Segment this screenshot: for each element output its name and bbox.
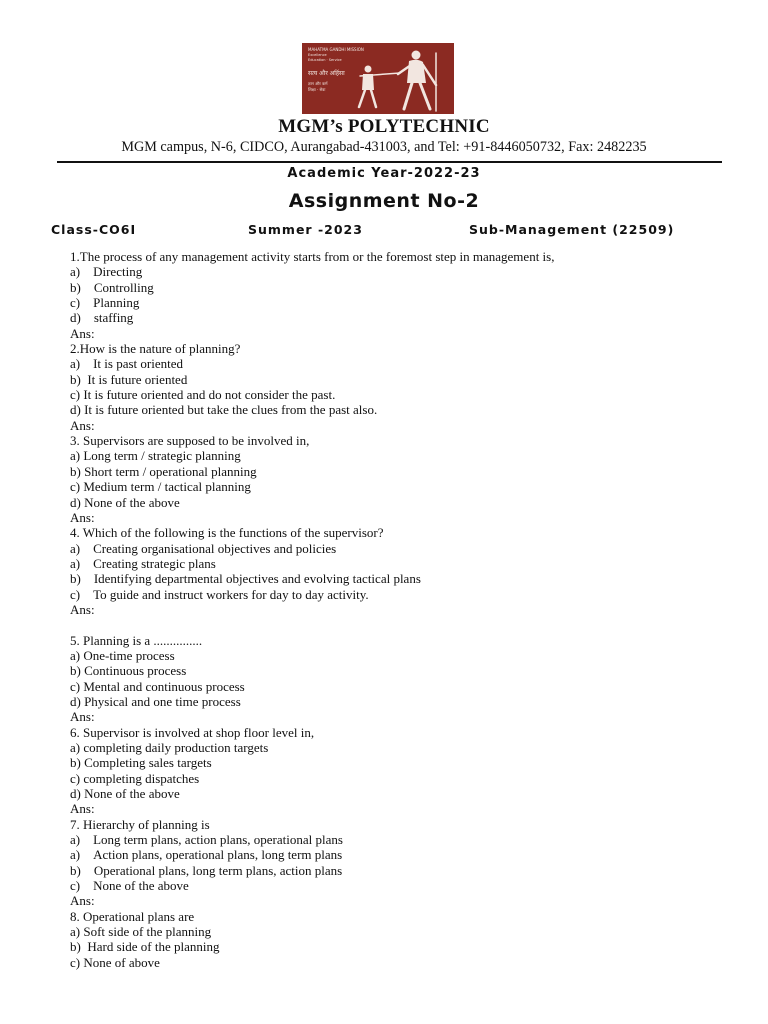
question-line: a) Directing bbox=[70, 264, 143, 280]
question-line: 1.The process of any management activity starts from or the foremost step in management is, bbox=[70, 249, 555, 264]
question-line: c) Planning bbox=[70, 295, 140, 311]
question-line: a) Creating organisational objectives and policies bbox=[70, 540, 337, 556]
question-line: b) Short term / operational planning bbox=[70, 463, 257, 479]
question-line: 8. Operational plans are bbox=[70, 908, 195, 924]
question-line: d) staffing bbox=[70, 310, 134, 326]
question-line: a) completing daily production targets bbox=[70, 740, 269, 755]
question-line: d) It is future oriented but take the clues from the past also. bbox=[70, 402, 378, 418]
mgm-logo bbox=[302, 43, 454, 114]
svg-text:शिक्षा · सेवा: शिक्षा · सेवा bbox=[308, 87, 326, 92]
question-line: a) One-time process bbox=[70, 647, 175, 663]
question-line: b) Controlling bbox=[70, 279, 154, 295]
question-line: d) Physical and one time process bbox=[70, 693, 241, 709]
answer-line: Ans: bbox=[70, 801, 95, 817]
class-label: Class-CO6I bbox=[51, 222, 137, 237]
svg-text:ज्ञान और कर्म: ज्ञान और कर्म bbox=[308, 81, 328, 86]
question-line: a) Soft side of the planning bbox=[70, 924, 212, 940]
answer-line: Ans: bbox=[70, 709, 95, 725]
question-line: 4. Which of the following is the functions of the supervisor? bbox=[70, 525, 384, 541]
question-line: 6. Supervisor is involved at shop floor level in, bbox=[70, 724, 315, 740]
academic-year: Academic Year-2022-23 bbox=[287, 166, 481, 181]
question-line: 2.How is the nature of planning? bbox=[70, 341, 241, 357]
answer-line: Ans: bbox=[70, 509, 95, 525]
question-line: b) Continuous process bbox=[70, 663, 187, 679]
assignment-heading: Assignment No-2 bbox=[288, 190, 480, 212]
header-divider bbox=[57, 161, 722, 163]
question-line: c) It is future oriented and do not consider the past. bbox=[70, 387, 336, 403]
question-line: a) Long term plans, action plans, operational plans bbox=[70, 832, 343, 848]
question-line: a) Creating strategic plans bbox=[70, 555, 216, 571]
answer-line: Ans: bbox=[70, 325, 95, 341]
question-line: b) Hard side of the planning bbox=[70, 939, 220, 955]
svg-text:सत्य और अहिंसा: सत्य और अहिंसा bbox=[308, 70, 345, 77]
session-label: Summer -2023 bbox=[248, 222, 363, 237]
question-line: b) Identifying departmental objectives and evolving tactical plans bbox=[70, 571, 421, 587]
institute-address: MGM campus, N-6, CIDCO, Aurangabad-431003, and Tel: +91-8446050732, Fax: 2482235 bbox=[121, 139, 647, 155]
institute-title: MGM’s POLYTECHNIC bbox=[278, 116, 490, 137]
question-line: 7. Hierarchy of planning is bbox=[70, 816, 210, 832]
svg-text:MAHATMA GANDHI MISSION: MAHATMA GANDHI MISSION bbox=[308, 47, 364, 52]
question-line: a) Action plans, operational plans, long term plans bbox=[70, 847, 343, 863]
question-line: b) Operational plans, long term plans, action plans bbox=[70, 862, 343, 878]
answer-line: Ans: bbox=[70, 601, 95, 617]
question-line: d) None of the above bbox=[70, 786, 180, 802]
question-line: c) None of the above bbox=[70, 878, 189, 894]
question-line: b) It is future oriented bbox=[70, 371, 188, 387]
question-line: a) Long term / strategic planning bbox=[70, 448, 241, 464]
question-line: c) To guide and instruct workers for day to day activity. bbox=[70, 586, 369, 602]
svg-text:Excellence: Excellence bbox=[308, 53, 327, 57]
question-list bbox=[70, 249, 720, 970]
question-line: a) It is past oriented bbox=[70, 356, 183, 372]
question-line: d) None of the above bbox=[70, 494, 180, 510]
svg-text:Education · Service: Education · Service bbox=[308, 58, 342, 62]
question-line: 3. Supervisors are supposed to be involved in, bbox=[70, 433, 310, 449]
question-line: c) Mental and continuous process bbox=[70, 678, 245, 694]
question-line: 5. Planning is a ............... bbox=[70, 632, 203, 648]
subject-label: Sub-Management (22509) bbox=[469, 222, 675, 237]
blank-line bbox=[70, 617, 720, 632]
answer-line: Ans: bbox=[70, 417, 95, 433]
answer-line: Ans: bbox=[70, 893, 95, 909]
question-line: b) Completing sales targets bbox=[70, 755, 212, 771]
question-line: c) Medium term / tactical planning bbox=[70, 479, 251, 495]
question-line: c) None of above bbox=[70, 954, 160, 970]
question-line: c) completing dispatches bbox=[70, 770, 200, 786]
